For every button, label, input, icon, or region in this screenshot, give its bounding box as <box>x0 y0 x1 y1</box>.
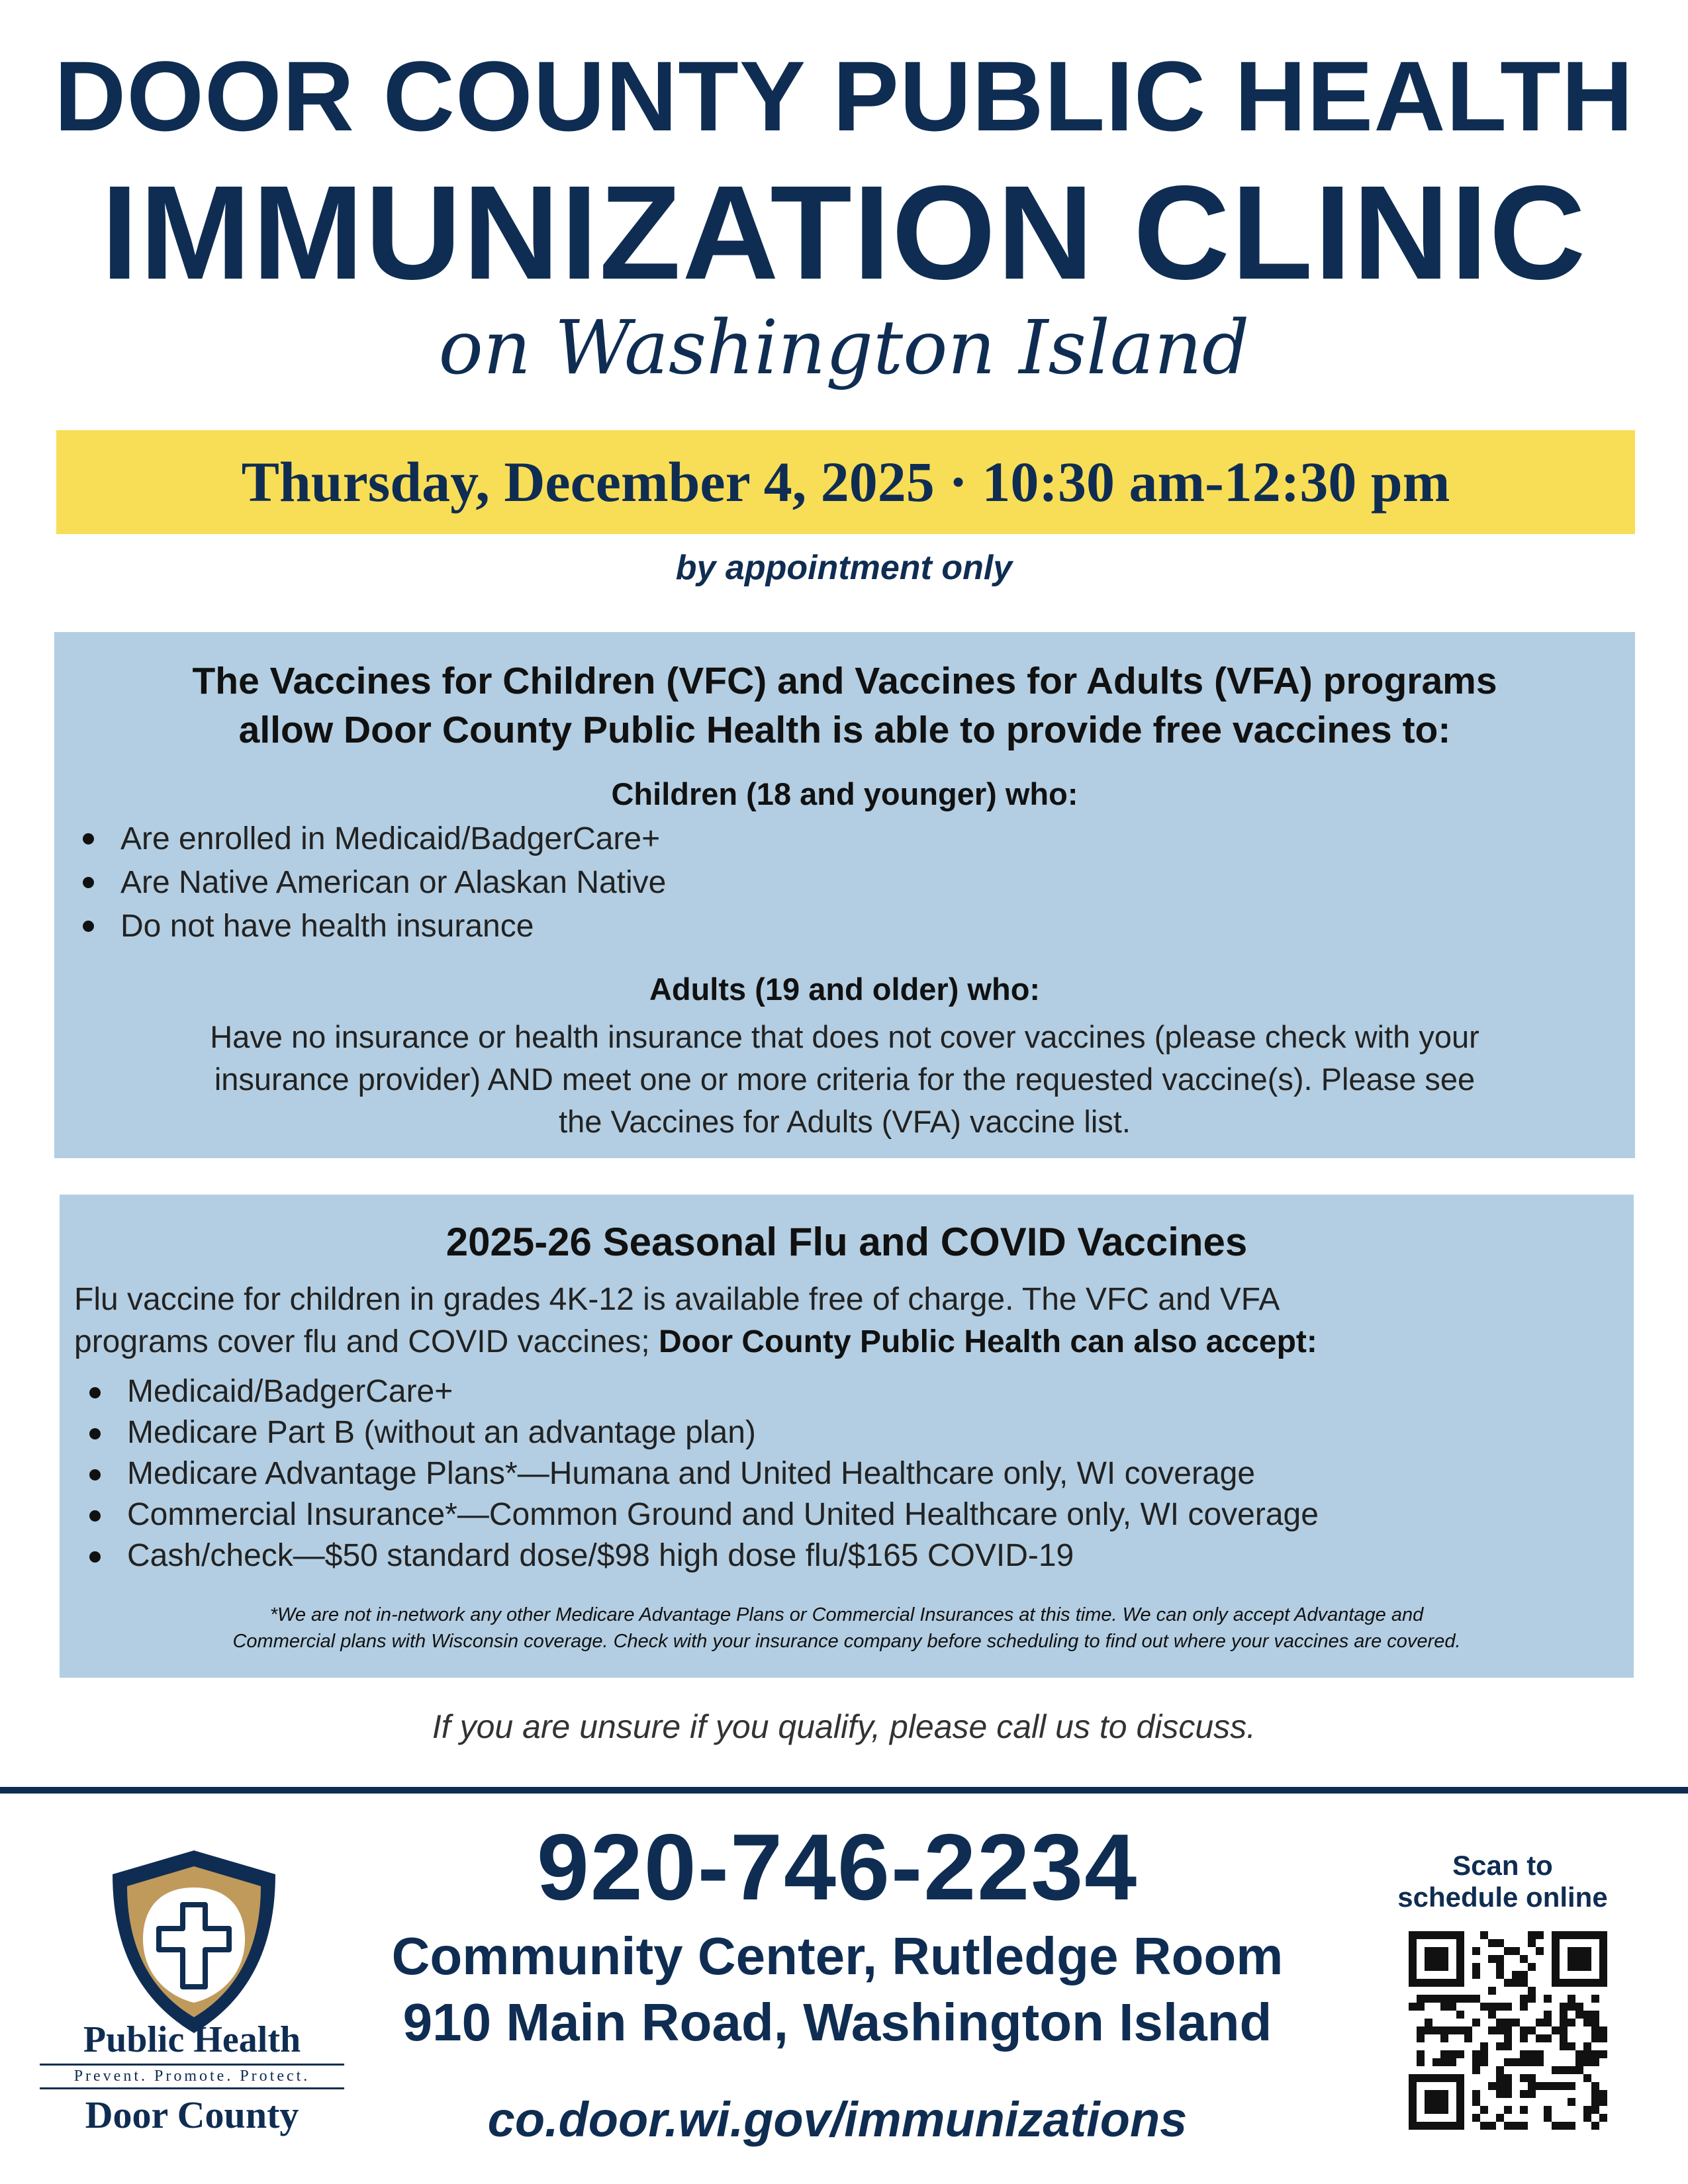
bullet-icon <box>83 921 94 932</box>
scan-label-line2: schedule online <box>1397 1882 1608 1913</box>
date-time-text: Thursday, December 4, 2025 · 10:30 am-12:30 pm <box>241 450 1450 514</box>
list-item: Are Native American or Alaskan Native <box>73 861 1595 905</box>
bullet-icon <box>89 1551 101 1563</box>
scan-label-line1: Scan to <box>1452 1850 1553 1881</box>
bullet-icon <box>89 1510 101 1522</box>
shield-cross-icon <box>105 1846 283 2038</box>
divider <box>0 1787 1688 1794</box>
seasonal-intro-bold: Door County Public Health can also accept: <box>659 1324 1317 1359</box>
eligibility-heading-line2: allow Door County Public Health is able to provide free vaccines to: <box>238 709 1451 751</box>
website-link[interactable]: co.door.wi.gov/immunizations <box>487 2092 1188 2147</box>
list-item: Medicare Part B (without an advantage plan) <box>79 1412 1615 1453</box>
seasonal-intro-line2: programs cover flu and COVID vaccines; Door County Public Health can also accept: <box>74 1324 1317 1359</box>
logo-county: Door County <box>85 2093 299 2136</box>
location-line2: 910 Main Road, Washington Island <box>402 1993 1272 2052</box>
accepted-insurance-list <box>79 1371 1615 1576</box>
adults-text-line3: the Vaccines for Adults (VFA) vaccine list. <box>559 1104 1131 1139</box>
header-title-line1: DOOR COUNTY PUBLIC HEALTH <box>54 40 1634 152</box>
list-item: Commercial Insurance*—Common Ground and United Healthcare only, WI coverage <box>79 1494 1615 1535</box>
eligibility-heading-line1: The Vaccines for Children (VFC) and Vaccines for Adults (VFA) programs <box>192 660 1497 702</box>
children-heading: Children (18 and younger) who: <box>611 776 1078 811</box>
scan-label <box>1350 1850 1655 1913</box>
adults-text-line1: Have no insurance or health insurance that does not cover vaccines (please check with your <box>210 1019 1479 1054</box>
list-item: Cash/check—$50 standard dose/$98 high dose flu/$165 COVID-19 <box>79 1535 1615 1576</box>
qualify-note: If you are unsure if you qualify, please call us to discuss. <box>432 1708 1256 1745</box>
header-title-line2: IMMUNIZATION CLINIC <box>101 158 1587 307</box>
appointment-note: by appointment only <box>675 549 1013 587</box>
footnote-line2: Commercial plans with Wisconsin coverage. Check with your insurance company before scheduling to find out where your vaccines are covered. <box>232 1631 1461 1652</box>
phone-number[interactable]: 920-746-2234 <box>536 1815 1139 1920</box>
bullet-icon <box>89 1428 101 1439</box>
logo-tagline: Prevent. Promote. Protect. <box>40 2064 344 2089</box>
qr-code-icon[interactable] <box>1409 1931 1607 2130</box>
list-item: Medicaid/BadgerCare+ <box>79 1371 1615 1412</box>
bullet-icon <box>89 1469 101 1480</box>
bullet-icon <box>83 833 94 844</box>
list-item: Do not have health insurance <box>73 905 1595 948</box>
location-line1: Community Center, Rutledge Room <box>391 1927 1284 1985</box>
logo-name: Public Health <box>83 2019 301 2060</box>
header-subtitle: on Washington Island <box>438 305 1250 391</box>
adults-heading: Adults (19 and older) who: <box>649 972 1041 1007</box>
footnote-line1: *We are not in-network any other Medicare Advantage Plans or Commercial Insurances at this time. We can only accept Advantage and <box>269 1604 1424 1625</box>
adults-text-line2: insurance provider) AND meet one or more criteria for the requested vaccine(s). Please see <box>214 1062 1476 1097</box>
seasonal-intro-line1: Flu vaccine for children in grades 4K-12 is available free of charge. The VFC and VFA <box>74 1282 1280 1317</box>
seasonal-heading: 2025-26 Seasonal Flu and COVID Vaccines <box>445 1220 1248 1264</box>
list-item: Medicare Advantage Plans*—Humana and United Healthcare only, WI coverage <box>79 1453 1615 1494</box>
list-item: Are enrolled in Medicaid/BadgerCare+ <box>73 817 1595 861</box>
bullet-icon <box>89 1387 101 1398</box>
children-list <box>73 817 1595 948</box>
bullet-icon <box>83 877 94 888</box>
